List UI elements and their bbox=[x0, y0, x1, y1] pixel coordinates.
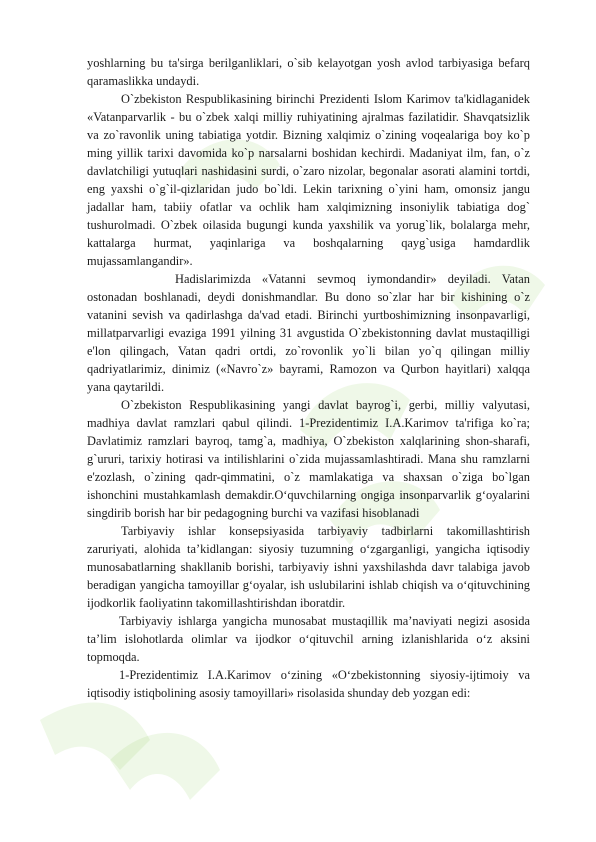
paragraph: Tarbiyaviy ishlar konsepsiyasida tarbiyaviy tadbirlarni takomillashtirish zaruriyati, alohida ta’kidlangan: siyosiy tuzumning o‘zgarganligi, yangicha iqtisodiy munosabatlarning shakllanib borishi, tarbiyaviy ishni yaxshilashda davr talabiga javob beradigan yangicha tamoyillar g‘oyalar, ish uslubilarini ishlab chiqish va o‘qituvchining ijodkorlik faoliyatinn takomillashtirishdan iboratdir. bbox=[87, 524, 530, 610]
paragraph: Hadislarimizda «Vatanni sevmoq iymondandir» deyiladi. Vatan ostonadan boshlanadi, deydi donishmandlar. Bu dono so`zlar har bir kishining o`z vatanini sevish va qadirlashga da'vad etadi. Birinchi yurtboshimizning insonpavarligi, millatparvarligi evaziga 1991 yilning 31 avgustida O`zbekistonning davlat mustaqilligi e'lon qilingach, Vatan qadri ortdi, zo`rovonlik yo`li bilan yo`q qilingan milliy qadriyatlarimiz, dinimiz («Navro`z» bayrami, Ramozon va Qurbon hayitlari) xalqqa yana qaytarildi. bbox=[87, 272, 530, 394]
paragraph: O`zbekiston Respublikasining birinchi Prezidenti Islom Karimov ta'kidlaganidek «Vatanparvarlik - bu o`zbek xalqi milliy ruhiyatining ajralmas fazilatidir. Shavqatsizlik va zo`ravonlik uning tabiatiga yotdir. Bizning xalqimiz o`zining voqealariga boy ko`p ming yillik tarixi davomida ko`p narsalarni boshidan kechirdi. Madaniyat ilm, fan, o`z davlatchiligi yutuqlari nashidasini surdi, o`zaro nizolar, begonalar asorati alamini tortdi, eng yaxshi o`g`il-qizlaridan judo bo`ldi. Lekin tarixning o`yini ham, omonsiz jangu jadallar ham, tabiiy ofatlar va ochlik ham xalqimizning insoniylik tabiatiga dog` tushurolmadi. O`zbek oilasida bugungi kunda yaxshilik va yorug`lik, bolalarga mehr, kattalarga hurmat, yaqinlariga va boshqalarning qayg`usiga hamdardlik mujassamlangandir». bbox=[87, 92, 530, 268]
paragraph: O`zbekiston Respublikasining yangi davlat bayrog`i, gerbi, milliy valyutasi, madhiya davlat ramzlari qabul qilindi. 1-Prezidentimiz I.A.Karimov ta'rifiga ko`ra; Davlatimiz ramzlari bayroq, tamg`a, madhiya, O`zbekiston xalqlarining shon-sharafi, g`ururi, tarixiy hotirasi va intilishlarini o`zida mujassamlashtiradi. Mana shu ramzlarni e'zozlash, o`zining qadr-qimmatini, o`z mamlakatiga va shaxsan o`ziga bo`lgan ishonchini mustahkamlash demakdir.O‘quvchilarning ongiga insonparvarlik g‘oyalarini singdirib borish har bir pedagogning burchi va vazifasi hisoblanadi bbox=[87, 398, 530, 520]
paragraph: yoshlarning bu ta'sirga berilganliklari, o`sib kelayotgan yosh avlod tarbiyasiga befarq qaramaslikka undaydi. bbox=[87, 56, 530, 88]
paragraph: Tarbiyaviy ishlarga yangicha munosabat mustaqillik ma’naviyati negizi asosida ta’lim islohotlarda olimlar va ijodkor o‘qituvchil arning izlanishlarida o‘z aksini topmoqda. bbox=[87, 614, 530, 664]
document-page bbox=[87, 54, 530, 702]
paragraph: 1-Prezidentimiz I.A.Karimov o‘zining «O‘zbekistonning siyosiy-ijtimoiy va iqtisodiy istiqbolining asosiy tamoyillari» risolasida shunday deb yozgan edi: bbox=[87, 668, 530, 700]
